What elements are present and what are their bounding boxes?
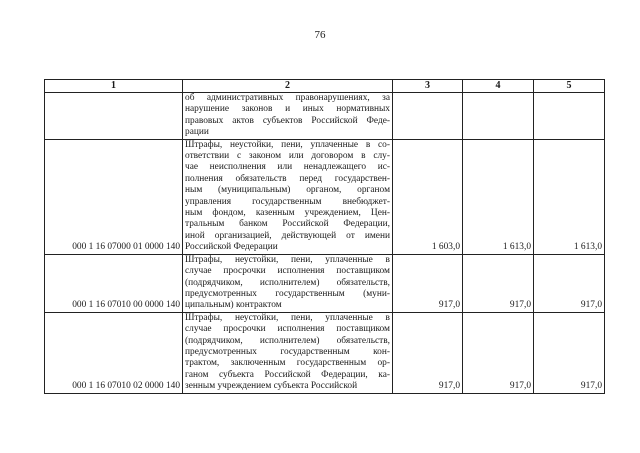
amount-cell-col-5: 1 613,0 bbox=[534, 139, 605, 254]
table-row bbox=[45, 93, 605, 140]
description-line: ным (муниципальным) органом, органом bbox=[185, 185, 390, 196]
column-header-2: 2 bbox=[183, 80, 393, 93]
description-line: управления государственным внебюджет- bbox=[185, 196, 390, 207]
column-header-5: 5 bbox=[534, 80, 605, 93]
description-line: предусмотренных государственным (муни- bbox=[185, 288, 390, 299]
budget-code-cell: 000 1 16 07010 00 0000 140 bbox=[45, 254, 183, 312]
amount-cell-col-5 bbox=[534, 93, 605, 140]
description-line: зенным учреждением субъекта Российской bbox=[185, 381, 358, 392]
amount-cell-col-3: 917,0 bbox=[393, 254, 463, 312]
description-line: трактом, заключенным государственным ор- bbox=[185, 358, 390, 369]
column-header-1: 1 bbox=[45, 80, 183, 93]
amount-cell-col-3: 917,0 bbox=[393, 312, 463, 393]
description-line: (подрядчиком, исполнителем) обязательств, bbox=[185, 335, 390, 346]
description-line: ципальным) контрактом bbox=[185, 300, 282, 311]
description-line: ответствии с законом или договором в слу- bbox=[185, 151, 390, 162]
description-cell bbox=[183, 93, 393, 140]
description-cell bbox=[183, 254, 393, 312]
table-row bbox=[45, 254, 605, 312]
page-number: 76 bbox=[314, 29, 326, 41]
description-line: ным фондом, казенным учреждением, Цен- bbox=[185, 208, 390, 219]
description-line: иной организацией, действующей от имени bbox=[185, 230, 390, 241]
description-line: Штрафы, неустойки, пени, уплаченные в bbox=[185, 254, 390, 265]
description-line: (подрядчиком, исполнителем) обязательств, bbox=[185, 277, 390, 288]
description-line: случае просрочки исполнения поставщиком bbox=[185, 266, 390, 277]
amount-cell-col-4: 1 613,0 bbox=[463, 139, 534, 254]
amount-cell-col-5: 917,0 bbox=[534, 312, 605, 393]
description-line: полнения обязательств перед государствен- bbox=[185, 173, 390, 184]
description-line: ганом субъекта Российской Федерации, ка- bbox=[185, 369, 390, 380]
description-line: нарушение законов и иных нормативных bbox=[185, 104, 390, 115]
budget-code-cell: 000 1 16 07010 02 0000 140 bbox=[45, 312, 183, 393]
description-line: случае просрочки исполнения поставщиком bbox=[185, 324, 390, 335]
description-line: Штрафы, неустойки, пени, уплаченные в bbox=[185, 312, 390, 323]
description-line: правовых актов субъектов Российской Феде- bbox=[185, 115, 390, 126]
revenue-table bbox=[44, 79, 605, 394]
amount-cell-col-5: 917,0 bbox=[534, 254, 605, 312]
description-line: Российской Федерации bbox=[185, 242, 278, 253]
table-header-row bbox=[45, 80, 605, 93]
table-row bbox=[45, 139, 605, 254]
description-line: чае неисполнения или ненадлежащего ис- bbox=[185, 162, 390, 173]
amount-cell-col-3: 1 603,0 bbox=[393, 139, 463, 254]
table-body bbox=[45, 93, 605, 394]
column-header-3: 3 bbox=[393, 80, 463, 93]
description-cell bbox=[183, 139, 393, 254]
description-line: Штрафы, неустойки, пени, уплаченные в со- bbox=[185, 139, 390, 150]
table-row bbox=[45, 312, 605, 393]
column-header-4: 4 bbox=[463, 80, 534, 93]
amount-cell-col-4: 917,0 bbox=[463, 254, 534, 312]
amount-cell-col-4 bbox=[463, 93, 534, 140]
description-cell bbox=[183, 312, 393, 393]
amount-cell-col-4: 917,0 bbox=[463, 312, 534, 393]
description-line: рации bbox=[185, 127, 209, 138]
budget-code-cell: 000 1 16 07000 01 0000 140 bbox=[45, 139, 183, 254]
description-line: тральным банком Российской Федерации, bbox=[185, 219, 390, 230]
budget-code-cell bbox=[45, 93, 183, 140]
description-line: предусмотренных государственным кон- bbox=[185, 346, 390, 357]
amount-cell-col-3 bbox=[393, 93, 463, 140]
description-line: об административных правонарушениях, за bbox=[185, 93, 390, 103]
